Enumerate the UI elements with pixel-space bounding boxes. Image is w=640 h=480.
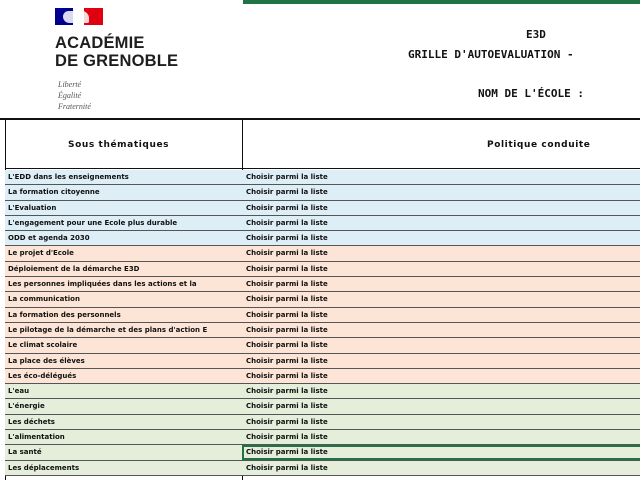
table-row — [5, 384, 640, 399]
theme-cell[interactable]: L'eau — [8, 387, 30, 396]
politique-dropdown-cell[interactable]: Choisir parmi la liste — [246, 295, 328, 304]
politique-dropdown-cell[interactable]: Choisir parmi la liste — [246, 280, 328, 289]
title-grille[interactable]: GRILLE D'AUTOEVALUATION - — [408, 48, 574, 61]
column-header-politique-conduite[interactable]: Politique conduite — [487, 140, 591, 150]
theme-cell[interactable]: Le pilotage de la démarche et des plans d'action E — [8, 325, 208, 334]
motto-fraternite: Fraternité — [58, 102, 91, 111]
table-row — [5, 323, 640, 338]
table-row — [5, 308, 640, 323]
theme-cell[interactable]: La santé — [8, 448, 42, 457]
politique-dropdown-cell[interactable]: Choisir parmi la liste — [246, 433, 328, 442]
theme-cell[interactable]: Les déchets — [8, 417, 55, 426]
table-row — [5, 354, 640, 369]
table-body — [5, 170, 640, 476]
motto-liberte: Liberté — [58, 80, 82, 89]
politique-dropdown-cell[interactable]: Choisir parmi la liste — [246, 264, 328, 273]
academie-logo — [55, 8, 205, 113]
table-row — [5, 369, 640, 384]
politique-dropdown-cell[interactable]: Choisir parmi la liste — [246, 325, 328, 334]
theme-cell[interactable]: L'engagement pour une Ecole plus durable — [8, 218, 178, 227]
politique-dropdown-cell[interactable]: Choisir parmi la liste — [246, 371, 328, 380]
politique-dropdown-cell[interactable]: Choisir parmi la liste — [246, 417, 328, 426]
politique-dropdown-cell[interactable]: Choisir parmi la liste — [246, 173, 328, 181]
theme-cell[interactable]: L'EDD dans les enseignements — [8, 173, 129, 181]
table-row — [5, 277, 640, 292]
republique-flag-icon — [55, 8, 103, 25]
table-row — [5, 262, 640, 277]
theme-cell[interactable]: L'énergie — [8, 402, 45, 411]
table-row — [5, 338, 640, 353]
theme-cell[interactable]: ODD et agenda 2030 — [8, 234, 90, 243]
politique-dropdown-cell[interactable]: Choisir parmi la liste — [246, 402, 328, 411]
table-top-border — [0, 118, 640, 120]
politique-dropdown-cell[interactable]: Choisir parmi la liste — [246, 234, 328, 243]
table-row — [5, 445, 640, 460]
column-header-sous-thematiques[interactable]: Sous thématiques — [68, 140, 170, 150]
theme-cell[interactable]: L'alimentation — [8, 433, 65, 442]
table-row — [5, 216, 640, 231]
logo-line2: DE GRENOBLE — [55, 52, 179, 70]
politique-dropdown-cell[interactable]: Choisir parmi la liste — [246, 387, 328, 396]
politique-dropdown-cell[interactable]: Choisir parmi la liste — [246, 203, 328, 212]
table-row — [5, 415, 640, 430]
politique-dropdown-cell[interactable]: Choisir parmi la liste — [246, 310, 328, 319]
header-bottom-border — [5, 168, 640, 169]
theme-cell[interactable]: Les personnes impliquées dans les actions et la — [8, 280, 197, 289]
table-row — [5, 399, 640, 414]
table-row — [5, 185, 640, 200]
theme-cell[interactable]: Les déplacements — [8, 463, 80, 472]
table-row — [5, 170, 640, 185]
table-row — [5, 246, 640, 261]
table-row — [5, 201, 640, 216]
logo-line1: ACADÉMIE — [55, 34, 145, 52]
theme-cell[interactable]: Les éco-délégués — [8, 371, 77, 380]
theme-cell[interactable]: La formation citoyenne — [8, 188, 100, 197]
theme-cell[interactable]: Le projet d'Ecole — [8, 249, 74, 258]
politique-dropdown-cell[interactable]: Choisir parmi la liste — [246, 188, 328, 197]
selection-top-edge — [243, 0, 640, 4]
politique-dropdown-cell[interactable]: Choisir parmi la liste — [246, 356, 328, 365]
politique-dropdown-cell[interactable]: Choisir parmi la liste — [246, 341, 328, 350]
title-e3d[interactable]: E3D — [526, 28, 546, 41]
theme-cell[interactable]: La communication — [8, 295, 80, 304]
theme-cell[interactable]: Le climat scolaire — [8, 341, 78, 350]
theme-cell[interactable]: La formation des personnels — [8, 310, 121, 319]
logo-motto — [58, 79, 91, 112]
title-school-name[interactable]: NOM DE L'ÉCOLE : — [478, 87, 584, 100]
politique-dropdown-cell[interactable]: Choisir parmi la liste — [246, 218, 328, 227]
table-row — [5, 292, 640, 307]
politique-dropdown-cell[interactable]: Choisir parmi la liste — [246, 448, 328, 457]
table-row — [5, 430, 640, 445]
table-row — [5, 231, 640, 246]
table-row — [5, 461, 640, 476]
politique-dropdown-cell[interactable]: Choisir parmi la liste — [246, 463, 328, 472]
theme-cell[interactable]: L'Evaluation — [8, 203, 57, 212]
logo-text — [55, 34, 178, 70]
motto-egalite: Égalité — [58, 91, 82, 100]
theme-cell[interactable]: La place des élèves — [8, 356, 85, 365]
politique-dropdown-cell[interactable]: Choisir parmi la liste — [246, 249, 328, 258]
theme-cell[interactable]: Déploiement de la démarche E3D — [8, 264, 140, 273]
